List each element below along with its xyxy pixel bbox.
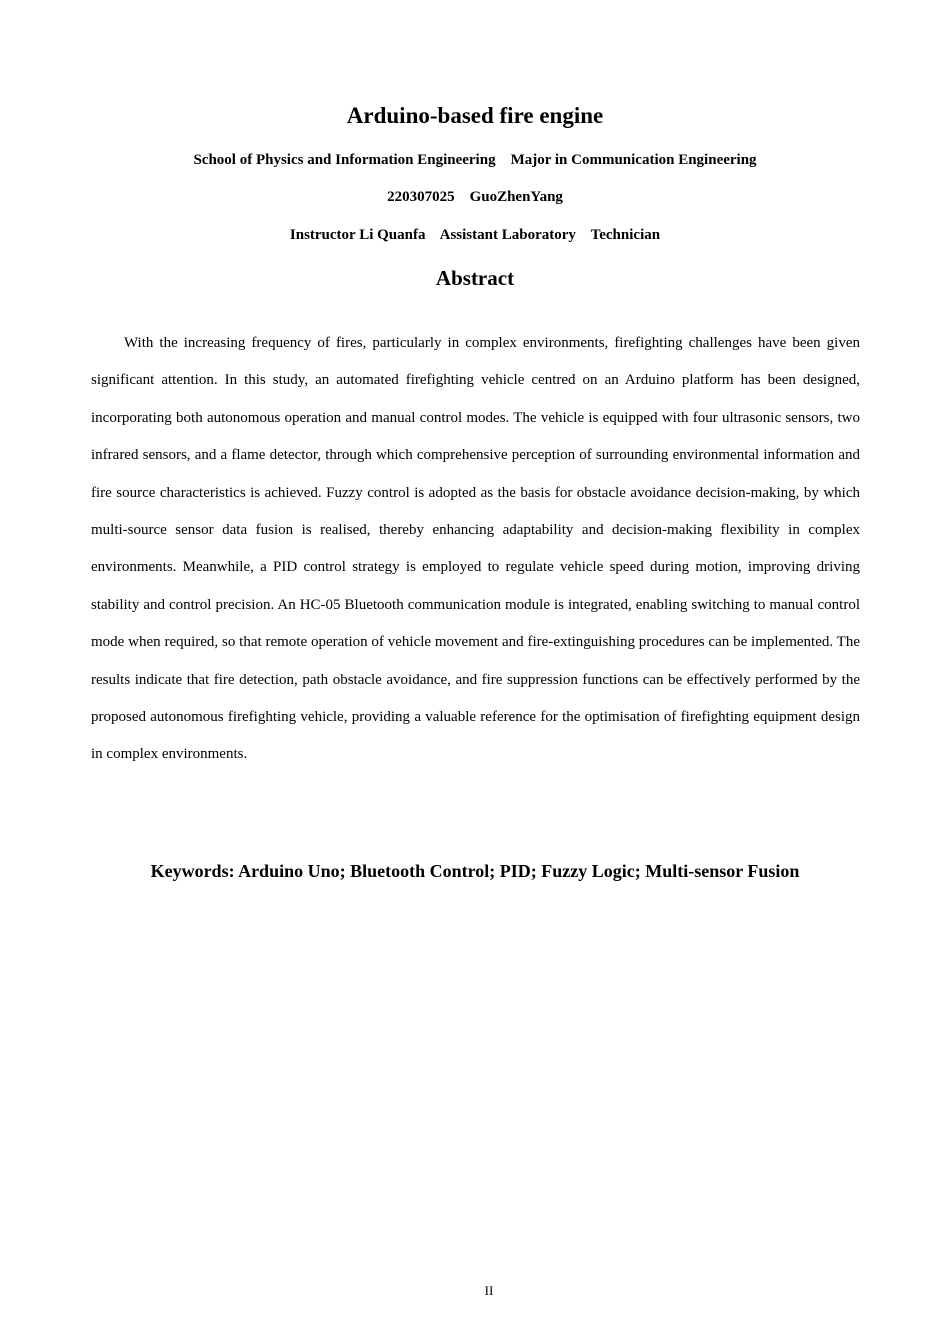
school-major-line: School of Physics and Information Engineering Major in Communication Engineering — [193, 152, 757, 168]
abstract-heading: Abstract — [435, 266, 515, 290]
abstract-paragraph: With the increasing frequency of fires, particularly in complex environments, firefighting challenges have been given significant attention. In this study, an automated firefighting vehicle centred on an Arduino platform has been designed, incorporating both autonomous operation and manual control modes. The vehicle is equipped with four ultrasonic sensors, two infrared sensors, and a flame detector, through which comprehensive perception of surrounding environmental information and fire source characteristics is achieved. Fuzzy control is adopted as the basis for obstacle avoidance decision-making, by which multi-source sensor data fusion is realised, thereby enhancing adaptability and decision-making flexibility in complex environments. Meanwhile, a PID control strategy is employed to regulate vehicle speed during motion, improving driving stability and control precision. An HC-05 Bluetooth communication module is integrated, enabling switching to manual control mode when required, so that remote operation of vehicle movement and fire-extinguishing procedures can be implemented. The results indicate that fire detection, path obstacle avoidance, and fire suppression functions can be effectively performed by the proposed autonomous firefighting vehicle, providing a valuable reference for the optimisation of firefighting equipment design in complex environments. — [91, 335, 860, 763]
student-id-name-line: 220307025 GuoZhenYang — [387, 189, 563, 205]
instructor-line: Instructor Li Quanfa Assistant Laboratory Technician — [289, 227, 661, 243]
keywords-line: Keywords: Arduino Uno; Bluetooth Control; PID; Fuzzy Logic; Multi-sensor Fusion — [150, 861, 800, 881]
document-title: Arduino-based fire engine — [346, 103, 604, 128]
page-number: II — [484, 1283, 494, 1298]
